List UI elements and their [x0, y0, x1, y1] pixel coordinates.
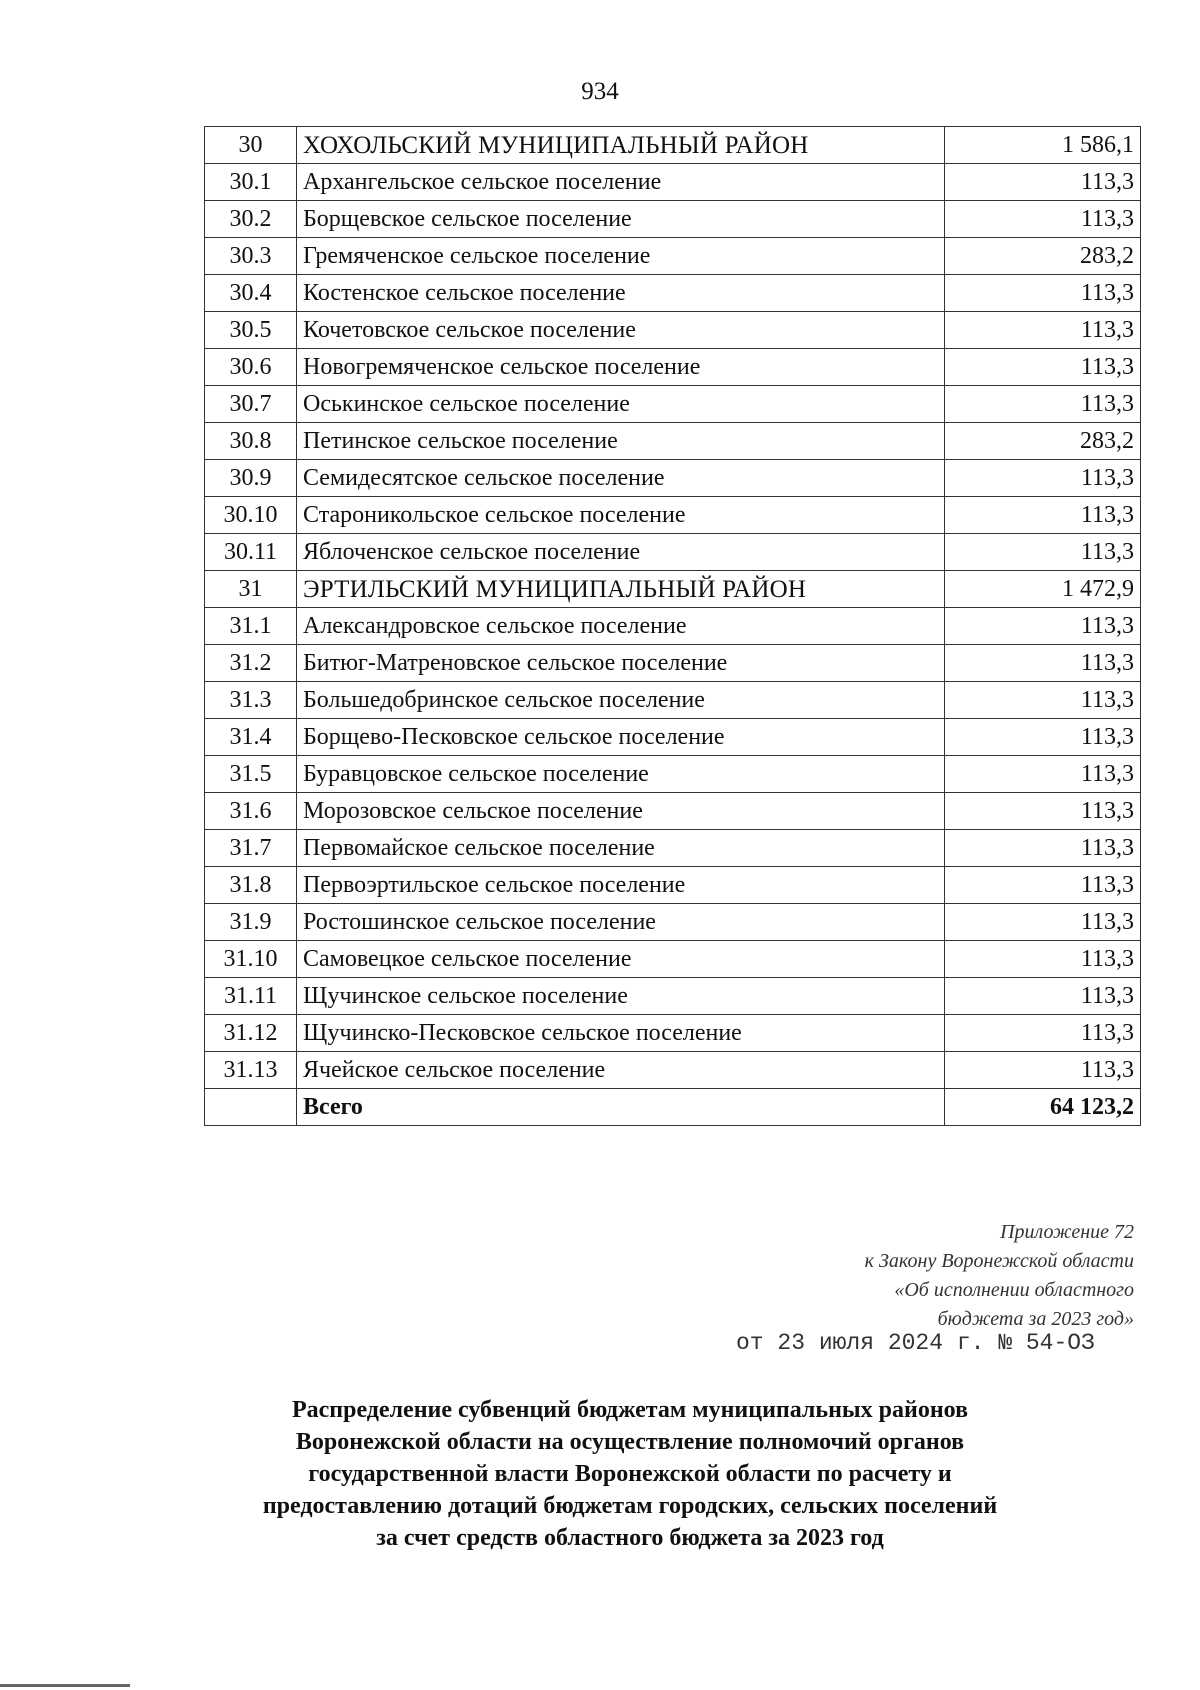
row-number: 31.11: [205, 978, 297, 1015]
row-number: 30.7: [205, 386, 297, 423]
annex-line: Приложение 72: [1000, 1221, 1134, 1243]
row-number: 31.4: [205, 719, 297, 756]
row-name: Щучинско-Песковское сельское поселение: [297, 1015, 945, 1052]
row-number: 31.7: [205, 830, 297, 867]
row-number: 31.6: [205, 793, 297, 830]
budget-table-body: [205, 127, 1141, 1126]
row-number: 31.10: [205, 941, 297, 978]
table-row: [205, 201, 1141, 238]
row-name: Костенское сельское поселение: [297, 275, 945, 312]
table-row: [205, 238, 1141, 275]
row-value: 113,3: [945, 460, 1141, 497]
row-name: Первоэртильское сельское поселение: [297, 867, 945, 904]
table-row: [205, 682, 1141, 719]
table-row: [205, 645, 1141, 682]
row-value: 283,2: [945, 238, 1141, 275]
row-number: 30.1: [205, 164, 297, 201]
row-name: Щучинское сельское поселение: [297, 978, 945, 1015]
table-row: [205, 867, 1141, 904]
row-number: 30.6: [205, 349, 297, 386]
row-name: Борщево-Песковское сельское поселение: [297, 719, 945, 756]
district-row: [205, 571, 1141, 608]
row-number: 30.9: [205, 460, 297, 497]
row-name: ХОХОЛЬСКИЙ МУНИЦИПАЛЬНЫЙ РАЙОН: [297, 127, 945, 164]
row-number: 30.10: [205, 497, 297, 534]
row-value: 113,3: [945, 1052, 1141, 1089]
row-number: 31.8: [205, 867, 297, 904]
row-value: 283,2: [945, 423, 1141, 460]
row-name: Ячейское сельское поселение: [297, 1052, 945, 1089]
row-name: Буравцовское сельское поселение: [297, 756, 945, 793]
table-row: [205, 460, 1141, 497]
row-value: 113,3: [945, 386, 1141, 423]
page-number: 934: [581, 78, 619, 105]
table-row: [205, 719, 1141, 756]
table-row: [205, 349, 1141, 386]
table-row: [205, 756, 1141, 793]
row-number: 31.5: [205, 756, 297, 793]
row-number: 30.5: [205, 312, 297, 349]
row-name: ЭРТИЛЬСКИЙ МУНИЦИПАЛЬНЫЙ РАЙОН: [297, 571, 945, 608]
annex-date: от 23 июля 2024 г. № 54-ОЗ: [736, 1330, 1095, 1356]
annex-line: «Об исполнении областного: [894, 1279, 1134, 1301]
table-row: [205, 534, 1141, 571]
row-value: 113,3: [945, 645, 1141, 682]
row-value: 113,3: [945, 904, 1141, 941]
row-name: Битюг-Матреновское сельское поселение: [297, 645, 945, 682]
table-row: [205, 497, 1141, 534]
table-row: [205, 423, 1141, 460]
row-number: 30.11: [205, 534, 297, 571]
row-number: 31.12: [205, 1015, 297, 1052]
row-name: Петинское сельское поселение: [297, 423, 945, 460]
title-line: Распределение субвенций бюджетам муниципальных районов: [291, 1397, 969, 1423]
row-value: 113,3: [945, 608, 1141, 645]
row-name: Ростошинское сельское поселение: [297, 904, 945, 941]
row-name: Гремяченское сельское поселение: [297, 238, 945, 275]
row-name: Оськинское сельское поселение: [297, 386, 945, 423]
row-name: Борщевское сельское поселение: [297, 201, 945, 238]
row-name: Архангельское сельское поселение: [297, 164, 945, 201]
row-value: 64 123,2: [945, 1089, 1141, 1126]
row-name: Семидесятское сельское поселение: [297, 460, 945, 497]
row-value: 113,3: [945, 312, 1141, 349]
table-row: [205, 164, 1141, 201]
row-value: 113,3: [945, 719, 1141, 756]
row-value: 113,3: [945, 867, 1141, 904]
title-line: предоставлению дотаций бюджетам городских, сельских поселений: [262, 1493, 998, 1519]
row-number: 30.8: [205, 423, 297, 460]
row-name: Большедобринское сельское поселение: [297, 682, 945, 719]
row-number: [205, 1089, 297, 1126]
row-number: 31.2: [205, 645, 297, 682]
total-row: [205, 1089, 1141, 1126]
row-name: Яблоченское сельское поселение: [297, 534, 945, 571]
row-number: 30.3: [205, 238, 297, 275]
row-name: Морозовское сельское поселение: [297, 793, 945, 830]
district-row: [205, 127, 1141, 164]
table-row: [205, 904, 1141, 941]
table-row: [205, 830, 1141, 867]
table-row: [205, 793, 1141, 830]
row-value: 113,3: [945, 978, 1141, 1015]
row-number: 31.13: [205, 1052, 297, 1089]
title-line: государственной власти Воронежской области по расчету и: [308, 1461, 952, 1487]
row-name: Александровское сельское поселение: [297, 608, 945, 645]
table-row: [205, 275, 1141, 312]
title-line: за счет средств областного бюджета за 2023 год: [376, 1525, 884, 1551]
row-name: Новогремяченское сельское поселение: [297, 349, 945, 386]
row-name: Всего: [297, 1089, 945, 1126]
table-row: [205, 1052, 1141, 1089]
row-number: 31.3: [205, 682, 297, 719]
row-name: Самовецкое сельское поселение: [297, 941, 945, 978]
row-value: 113,3: [945, 201, 1141, 238]
row-value: 113,3: [945, 275, 1141, 312]
table-row: [205, 312, 1141, 349]
row-number: 31: [205, 571, 297, 608]
table-row: [205, 386, 1141, 423]
row-value: 113,3: [945, 497, 1141, 534]
row-number: 31.9: [205, 904, 297, 941]
annex-line: к Закону Воронежской области: [864, 1250, 1134, 1272]
table-row: [205, 1015, 1141, 1052]
row-value: 113,3: [945, 534, 1141, 571]
row-name: Первомайское сельское поселение: [297, 830, 945, 867]
table-row: [205, 941, 1141, 978]
row-value: 113,3: [945, 349, 1141, 386]
row-number: 31.1: [205, 608, 297, 645]
title-line: Воронежской области на осуществление полномочий органов: [295, 1429, 965, 1455]
document-title: [150, 1394, 1110, 1554]
row-number: 30: [205, 127, 297, 164]
budget-table: [204, 126, 1141, 1126]
row-value: 113,3: [945, 164, 1141, 201]
row-value: 113,3: [945, 941, 1141, 978]
row-value: 113,3: [945, 1015, 1141, 1052]
scan-edge-mark: [0, 1684, 130, 1687]
row-name: Кочетовское сельское поселение: [297, 312, 945, 349]
row-number: 30.4: [205, 275, 297, 312]
row-value: 113,3: [945, 830, 1141, 867]
row-value: 113,3: [945, 682, 1141, 719]
table-row: [205, 608, 1141, 645]
row-value: 113,3: [945, 793, 1141, 830]
row-value: 1 472,9: [945, 571, 1141, 608]
row-value: 1 586,1: [945, 127, 1141, 164]
row-value: 113,3: [945, 756, 1141, 793]
table-row: [205, 978, 1141, 1015]
annex-reference: [534, 1218, 1134, 1334]
row-name: Староникольское сельское поселение: [297, 497, 945, 534]
annex-line: бюджета за 2023 год»: [937, 1308, 1134, 1330]
row-number: 30.2: [205, 201, 297, 238]
